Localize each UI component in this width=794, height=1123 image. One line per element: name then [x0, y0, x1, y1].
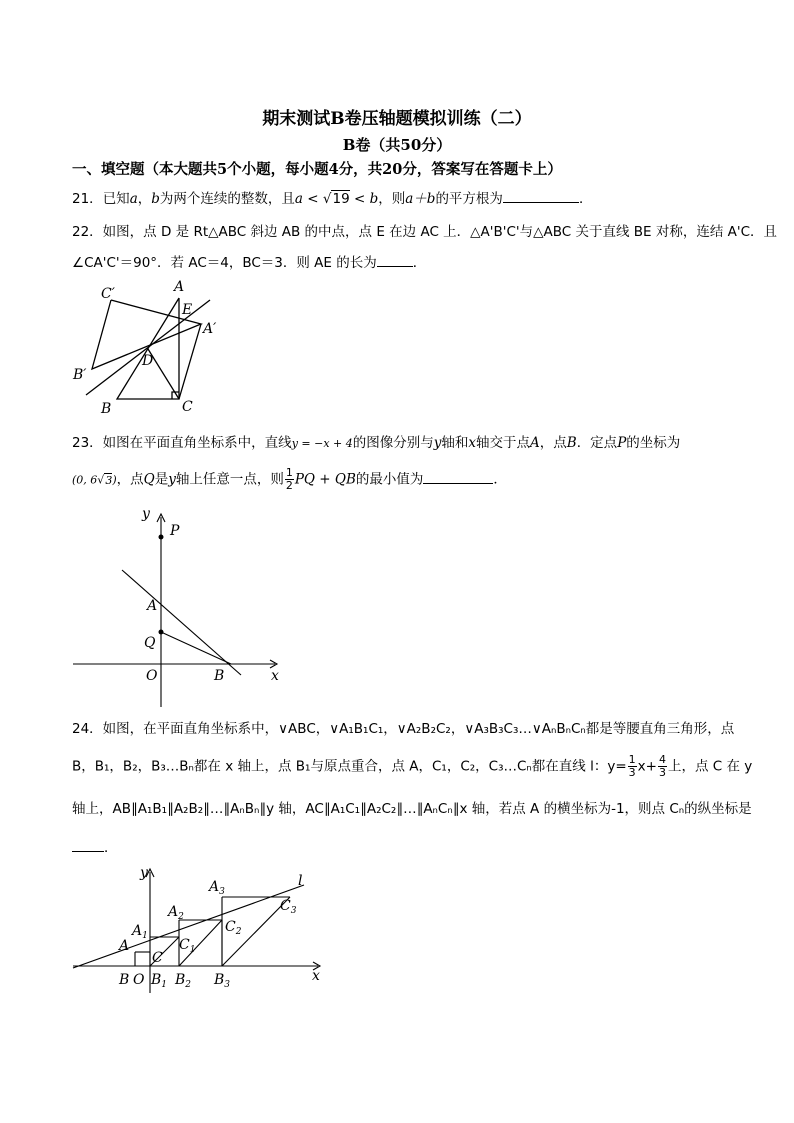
question-24-line3: 轴上，AB∥A₁B₁∥A₂B₂∥…∥AₙBₙ∥y 轴，AC∥A₁C₁∥A₂C₂∥…∥AₙCₙ∥x 轴，若点 A 的横坐标为-1，则点 Cₙ的纵坐标是 — [72, 801, 752, 817]
label-b: B — [214, 668, 225, 684]
label-c1-letter: C — [179, 937, 190, 953]
text: 的最小值为 — [355, 471, 424, 488]
question-23-line2: (0, 6√3)，点Q是y轴上任意一点，则 $\frac{1}{2}$ PQ + QB的最小值为 ． — [72, 466, 507, 492]
label-c: C — [152, 950, 163, 966]
text: ． — [412, 255, 427, 271]
label-a1-sub: 1 — [142, 931, 148, 941]
sqrt-value: 19 — [332, 191, 350, 207]
text: B，B₁，B₂，B₃…Bₙ都在 x 轴上，点 B₁与原点重合，点 A，C₁，C₂，C₃…Cₙ都在直线 l：y= — [72, 758, 627, 775]
text: 是 — [154, 471, 169, 488]
frac-num: 1 — [628, 753, 636, 766]
label-a2 — [166, 904, 184, 922]
question-number: 21． — [72, 191, 103, 207]
label-c1-sub: 1 — [189, 945, 196, 955]
text: ∠CA'C'＝90°．若 AC＝4，BC＝3．则 AE 的长为 — [72, 255, 377, 271]
page-subtitle: B卷（共50分） — [342, 136, 452, 154]
text: ． — [493, 471, 507, 488]
label-a-prime: A′ — [203, 321, 217, 337]
label-x: x — [271, 668, 279, 684]
label-b1-sub: 1 — [161, 980, 168, 990]
frac-den: 2 — [285, 479, 293, 492]
label-a: A — [147, 598, 158, 614]
var-b: B — [566, 435, 577, 451]
label-a3-letter: A — [209, 879, 220, 895]
label-c3-sub: 3 — [290, 906, 297, 916]
coord-p-sqrt: 3 — [105, 473, 113, 487]
var-q: Q — [143, 471, 155, 488]
label-b3-letter: B — [214, 972, 225, 988]
text: 轴交于点 — [476, 435, 531, 451]
text: 为两个连续的整数，且 — [159, 191, 295, 207]
label-b2-sub: 2 — [185, 980, 192, 990]
label-q: Q — [144, 635, 156, 651]
label-c: C — [182, 399, 193, 415]
label-o: O — [133, 972, 145, 988]
var-a: a — [294, 191, 303, 207]
label-c-prime: C′ — [101, 286, 115, 302]
line-equation: y = −x + 4 — [291, 437, 353, 450]
label-c2-letter: C — [225, 919, 236, 935]
label-e: E — [182, 302, 193, 318]
text: 上，点 C 在 y — [667, 758, 753, 775]
label-c3-letter: C — [280, 898, 291, 914]
text: x+ — [637, 758, 657, 775]
label-b3-sub: 3 — [224, 980, 231, 990]
text: < — [302, 191, 323, 207]
text: 轴和 — [441, 435, 469, 451]
frac-den: 3 — [658, 766, 666, 779]
question-22-line1: 22．如图，点 D 是 Rt△ABC 斜边 AB 的中点，点 E 在边 AC 上．△A'B'C'与△ABC 关于直线 BE 对称，连结 A'C．且 — [72, 224, 778, 240]
label-y: y — [142, 506, 150, 522]
section-header: 一、填空题（本大题共5个小题，每小题4分，共20分，答案写在答题卡上） — [72, 161, 562, 178]
label-b: B — [101, 401, 112, 417]
text: < — [349, 191, 370, 207]
var-y: y — [433, 435, 442, 451]
label-a1-letter: A — [132, 923, 143, 939]
var-a: a — [129, 191, 138, 207]
text: 23．如图在平面直角坐标系中，直线 — [72, 435, 292, 451]
frac-den: 3 — [628, 766, 636, 779]
label-a2-letter: A — [168, 904, 179, 920]
text: ，则 — [378, 191, 406, 207]
text: ， — [137, 191, 152, 207]
text: ，点 — [116, 471, 144, 488]
label-b1 — [150, 972, 167, 990]
label-b2 — [174, 972, 191, 990]
label-b: B — [119, 972, 130, 988]
label-p: P — [170, 523, 180, 539]
text: 轴上任意一点，则 — [175, 471, 284, 488]
var-a: A — [530, 435, 540, 451]
label-a: A — [119, 938, 130, 954]
var-y: y — [168, 471, 176, 488]
label-b-prime: B′ — [73, 367, 87, 383]
text: ．定点 — [576, 435, 618, 451]
label-c1 — [179, 937, 195, 955]
label-b1-letter: B — [151, 972, 162, 988]
label-c3 — [280, 898, 297, 916]
coord-p: (0, 6 — [72, 473, 98, 487]
label-o: O — [146, 668, 158, 684]
label-a1 — [130, 923, 148, 941]
sum-expr: a＋b — [405, 191, 436, 207]
page-title: 期末测试B卷压轴题模拟训练（二） — [262, 109, 532, 129]
expression: PQ + QB — [294, 471, 356, 488]
label-a3-sub: 3 — [219, 887, 225, 897]
var-b: b — [151, 191, 160, 207]
label-c2-sub: 2 — [235, 927, 242, 937]
question-21: 21．已知a，b为两个连续的整数，且a < √19 < b，则a＋b的平方根为 ． — [72, 191, 593, 207]
var-p: P — [617, 435, 627, 451]
label-b3 — [213, 972, 230, 990]
frac-num: 4 — [658, 753, 666, 766]
label-c2 — [225, 919, 242, 937]
label-a: A — [174, 279, 185, 295]
text: ． — [578, 191, 593, 207]
text: 已知 — [102, 191, 130, 207]
label-y: y — [140, 865, 148, 881]
label-d: D — [142, 353, 154, 369]
text: ，点 — [539, 435, 567, 451]
var-b: b — [369, 191, 379, 207]
question-24-line1: 24．如图，在平面直角坐标系中，∨ABC，∨A₁B₁C₁，∨A₂B₂C₂，∨A₃B₃C₃…∨AₙBₙCₙ都是等腰直角三角形，点 — [72, 721, 735, 737]
label-a3 — [207, 879, 225, 897]
text: 的图像分别与 — [352, 435, 434, 451]
text: ． — [104, 840, 118, 856]
text: 的坐标为 — [626, 435, 681, 451]
label-b2-letter: B — [175, 972, 186, 988]
label-l: l — [298, 873, 303, 889]
frac-num: 1 — [285, 466, 293, 479]
text: 的平方根为 — [435, 191, 503, 207]
triangle-abc — [135, 952, 150, 966]
coord-p-close: ) — [112, 473, 117, 487]
var-x: x — [468, 435, 477, 451]
label-a2-sub: 2 — [178, 912, 184, 922]
label-x: x — [312, 968, 320, 984]
